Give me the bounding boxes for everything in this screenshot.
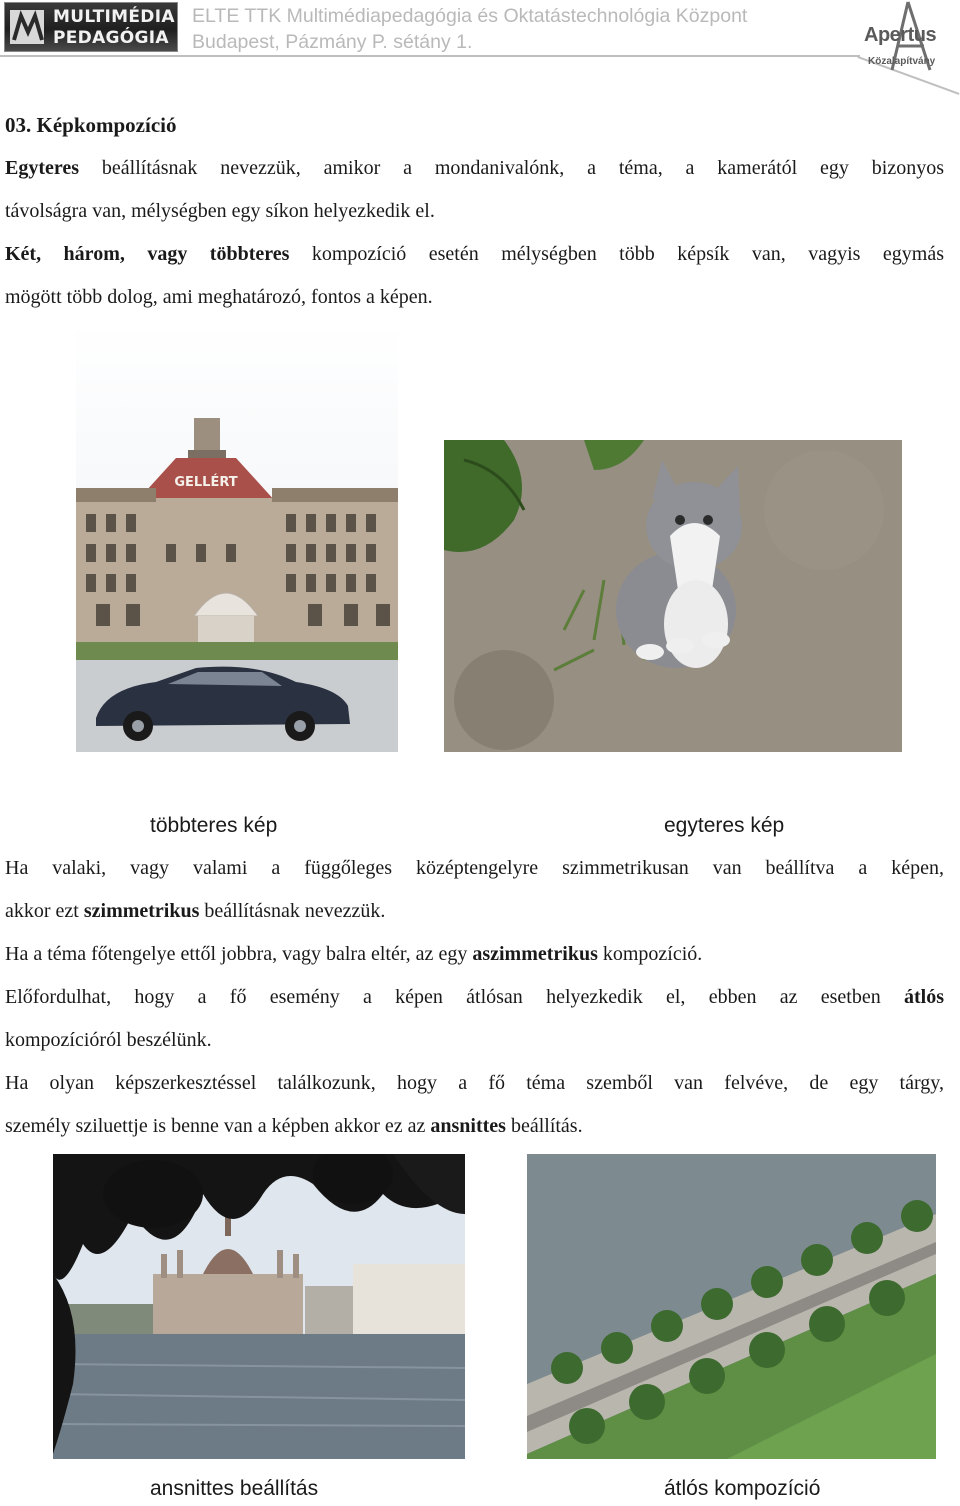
caption-diagonal: átlós kompozíció bbox=[664, 1477, 821, 1500]
apertus-subtitle: Közalapítvány bbox=[868, 56, 936, 67]
apertus-name: Apertus bbox=[864, 24, 937, 46]
paragraph-text: Előfordulhat, hogy a fő esemény a képen átlósan helyezkedik el, ebben az esetben bbox=[5, 986, 904, 1008]
logo-text-multimedia: MULTIMÉDIA bbox=[53, 7, 175, 27]
logo-mark-icon bbox=[8, 6, 48, 48]
paragraph-ansnittes-line1: Ha olyan képszerkesztéssel találkozunk, hogy a fő téma szemből van felvéve, de egy tárgy, bbox=[5, 1072, 944, 1094]
section-title: 03. Képkompozíció bbox=[5, 113, 177, 137]
term-ansnittes: ansnittes bbox=[430, 1115, 506, 1137]
paragraph-text: akkor ezt bbox=[5, 900, 84, 922]
caption-ansnittes: ansnittes beállítás bbox=[150, 1477, 319, 1500]
paragraph-symmetric-line2 bbox=[5, 890, 944, 933]
paragraph-egyteres-line1 bbox=[5, 147, 944, 190]
paragraph-text: kompozíció esetén mélységben több képsík van, vagyis egymás bbox=[289, 243, 944, 265]
paragraph-egyteres-line2: távolságra van, mélységben egy síkon helyezkedik el. bbox=[5, 200, 435, 222]
term-szimmetrikus: szimmetrikus bbox=[83, 900, 200, 922]
org-name: ELTE TTK Multimédiapedagógia és Oktatástechnológia Központ bbox=[192, 5, 748, 27]
gellert-sign: GELLÉRT bbox=[174, 475, 238, 490]
paragraph-tobbteres-line1 bbox=[5, 233, 944, 276]
paragraph-ansnittes-line2 bbox=[5, 1105, 944, 1148]
multimedia-pedagogia-logo bbox=[4, 2, 178, 52]
photo-gellert-hotel bbox=[76, 322, 398, 752]
caption-single-plane: egyteres kép bbox=[664, 814, 785, 837]
paragraph-asymmetric bbox=[5, 933, 944, 976]
term-aszimmetrikus: aszimmetrikus bbox=[472, 943, 598, 965]
caption-multi-plane: többteres kép bbox=[150, 814, 278, 837]
paragraph-tobbteres-line2: mögött több dolog, ami meghatározó, fontos a képen. bbox=[5, 286, 433, 308]
paragraph-symmetric-line1: Ha valaki, vagy valami a függőleges középtengelyre szimmetrikusan van beállítva a képen, bbox=[5, 857, 944, 879]
term-tobbteres: Két, három, vagy többteres bbox=[5, 243, 290, 265]
term-atlos: átlós bbox=[904, 986, 944, 1008]
paragraph-text: beállításnak nevezzük. bbox=[199, 900, 386, 922]
paragraph-text: kompozíció. bbox=[597, 943, 703, 965]
logo-text-pedagogia: PEDAGÓGIA bbox=[53, 28, 169, 48]
paragraph-text: beállítás. bbox=[505, 1115, 583, 1137]
paragraph-diagonal-line2: kompozícióról beszélünk. bbox=[5, 1029, 212, 1051]
paragraph-text: beállításnak nevezzük, amikor a mondanivalónk, a téma, a kamerától egy bizonyos bbox=[79, 157, 944, 179]
org-address: Budapest, Pázmány P. sétány 1. bbox=[192, 31, 473, 53]
photo-riverside-diagonal bbox=[527, 1154, 936, 1459]
apertus-logo bbox=[860, 0, 956, 74]
paragraph-diagonal-line1 bbox=[5, 976, 944, 1019]
photo-kitten bbox=[444, 440, 902, 752]
term-egyteres: Egyteres bbox=[5, 157, 80, 179]
photo-parliament bbox=[53, 1154, 465, 1459]
paragraph-text: személy sziluettje is benne van a képben akkor ez az bbox=[5, 1115, 431, 1137]
paragraph-text: Ha a téma főtengelye ettől jobbra, vagy balra eltér, az egy bbox=[5, 943, 473, 965]
header-divider bbox=[0, 55, 860, 57]
